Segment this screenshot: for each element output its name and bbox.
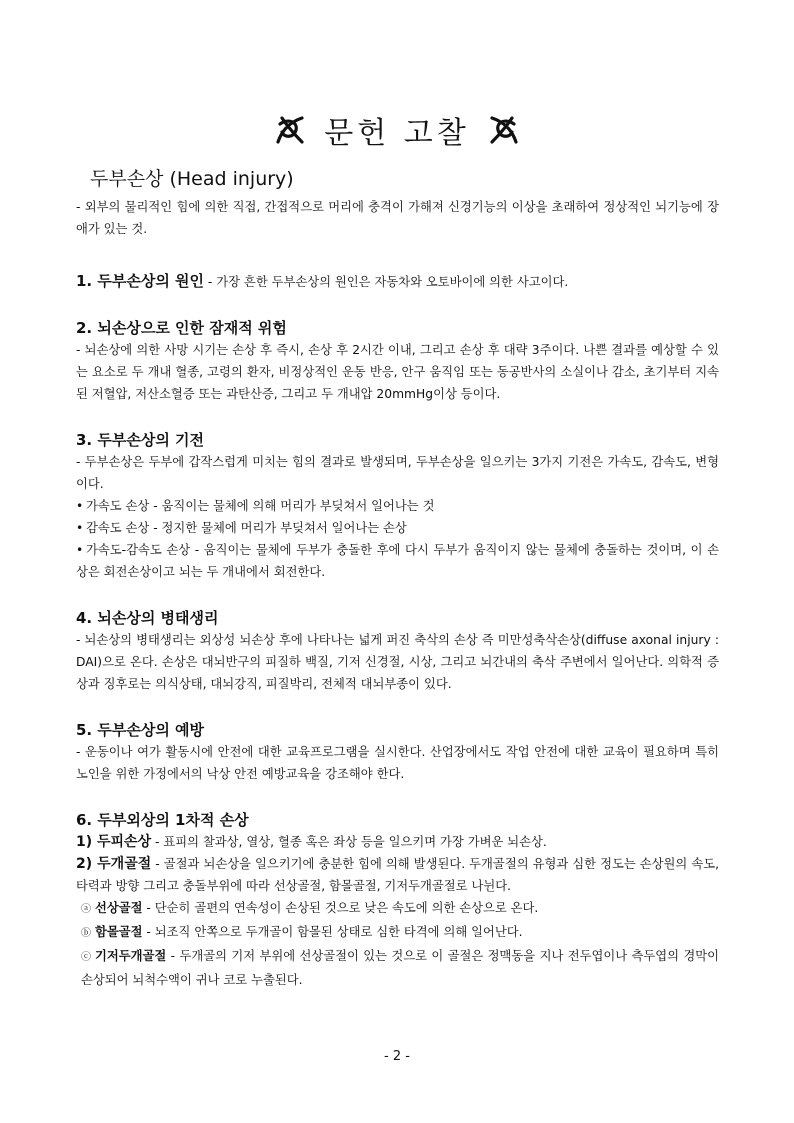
page-number: - 2 - (384, 1049, 410, 1064)
section-heading: 4. 뇌손상의 병태생리 (76, 609, 219, 627)
list-item: 1) 두피손상 - 표피의 찰과상, 열상, 혈종 혹은 좌상 등을 일으키며 가장 가벼운 뇌손상. (76, 834, 547, 850)
section-text: - 운동이나 여가 활동시에 안전에 대한 교육프로그램을 실시한다. 산업장에서도 작업 안전에 대한 교육이 필요하며 특히 노인을 위한 가정에서의 낙상 안전 예방교육을 강조해야 한다. (76, 745, 719, 781)
section-heading: 6. 두부외상의 1차적 손상 (76, 811, 249, 829)
bullet-icon: • (76, 521, 84, 535)
title-text: 문헌 고찰 (324, 116, 470, 151)
bullet-icon: • (76, 499, 84, 513)
section-heading: 2. 뇌손상으로 인한 잠재적 위험 (76, 319, 287, 337)
sub-list-item: ⓑ 함몰골절 - 뇌조직 안쪽으로 두개골이 함몰된 상태로 심한 타격에 의해 일어난다. (76, 921, 719, 945)
list-item: 2) 두개골절 - 골절과 뇌손상을 일으키기에 충분한 힘에 의해 발생된다. 두개골절의 유형과 심한 정도는 손상원의 속도, 타력과 방향 그리고 충돌부위에 따라 선상골절, 함몰골절, 기저두개골절로 나뉜다. (76, 856, 719, 893)
intro-text: - 외부의 물리적인 힘에 의한 직접, 간접적으로 머리에 충격이 가해져 신경기능의 이상을 초래하여 정상적인 뇌기능에 장애가 있는 것. (76, 200, 719, 236)
bullet-icon: • (76, 543, 84, 557)
section-pathophysiology (76, 607, 719, 695)
subtitle: 두부손상 (Head injury) (90, 168, 294, 190)
circled-c-icon: ⓒ (81, 952, 91, 963)
section-text: - 뇌손상에 의한 사망 시기는 손상 후 즉시, 손상 후 2시간 이내, 그리고 손상 후 대략 3주이다. 나쁜 결과를 예상할 수 있는 요소로 두 개내 혈종, 고령의 환자, 비정상적인 운동 반응, 안구 움직임 또는 동공반사의 소실이나 감소, 초기부터 지속된 저혈압, 저산소혈증 또는 과탄산증, 그리고 두 개내압 20mmHg이상 등이다. (76, 343, 719, 401)
circled-a-icon: ⓐ (81, 904, 91, 915)
bullet-item: • 가속도 손상 - 움직이는 물체에 의해 머리가 부딪쳐서 일어나는 것 (76, 495, 719, 517)
section-risks (76, 317, 719, 405)
section-text: - 뇌손상의 병태생리는 외상성 뇌손상 후에 나타나는 넓게 퍼진 축삭의 손상 즉 미만성축삭손상(diffuse axonal injury : DAI)으로 온다. 손상은 대뇌반구의 피질하 백질, 기저 신경절, 시상, 그리고 뇌간내의 축삭 주변에서 일어난다. 의학적 증상과 징후로는 의식상태, 대뇌강직, 피질박리, 전체적 대뇌부종이 있다. (76, 633, 719, 691)
sub-list-item: ⓐ 선상골절 - 단순히 골편의 연속성이 손상된 것으로 낮은 속도에 의한 손상으로 온다. (76, 897, 719, 921)
section-text: - 두부손상은 두부에 갑작스럽게 미치는 힘의 결과로 발생되며, 두부손상을 일으키는 3가지 기전은 가속도, 감속도, 변형이다. (76, 455, 719, 491)
circled-b-icon: ⓑ (81, 928, 91, 939)
section-causes (76, 270, 719, 293)
section-heading: 3. 두부손상의 기전 (76, 431, 205, 449)
sub-list-item: ⓒ 기저두개골절 - 두개골의 기저 부위에 선상골절이 있는 것으로 이 골절은 정맥동을 지나 전두엽이나 측두엽의 경막이 손상되어 뇌척수액이 귀나 코로 누출된다. (81, 949, 719, 987)
ribbon-right-icon (486, 112, 522, 148)
section-mechanism (76, 429, 719, 583)
page-title (0, 108, 794, 152)
bullet-item: • 감속도 손상 - 정지한 물체에 머리가 부딪쳐서 일어나는 손상 (76, 517, 719, 539)
section-prevention (76, 719, 719, 785)
section-primary-injury (76, 809, 719, 991)
bullet-item: • 가속도-감속도 손상 - 움직이는 물체에 두부가 충돌한 후에 다시 두부가 움직이지 않는 물체에 충돌하는 것이며, 이 손상은 회전손상이고 뇌는 두 개내에서 회전한다. (76, 539, 719, 583)
document-body (76, 196, 719, 991)
section-heading: 1. 두부손상의 원인 (76, 272, 205, 290)
section-text: - 가장 흔한 두부손상의 원인은 자동차와 오토바이에 의한 사고이다. (204, 275, 569, 289)
ribbon-left-icon (272, 112, 308, 148)
section-heading: 5. 두부손상의 예방 (76, 721, 205, 739)
